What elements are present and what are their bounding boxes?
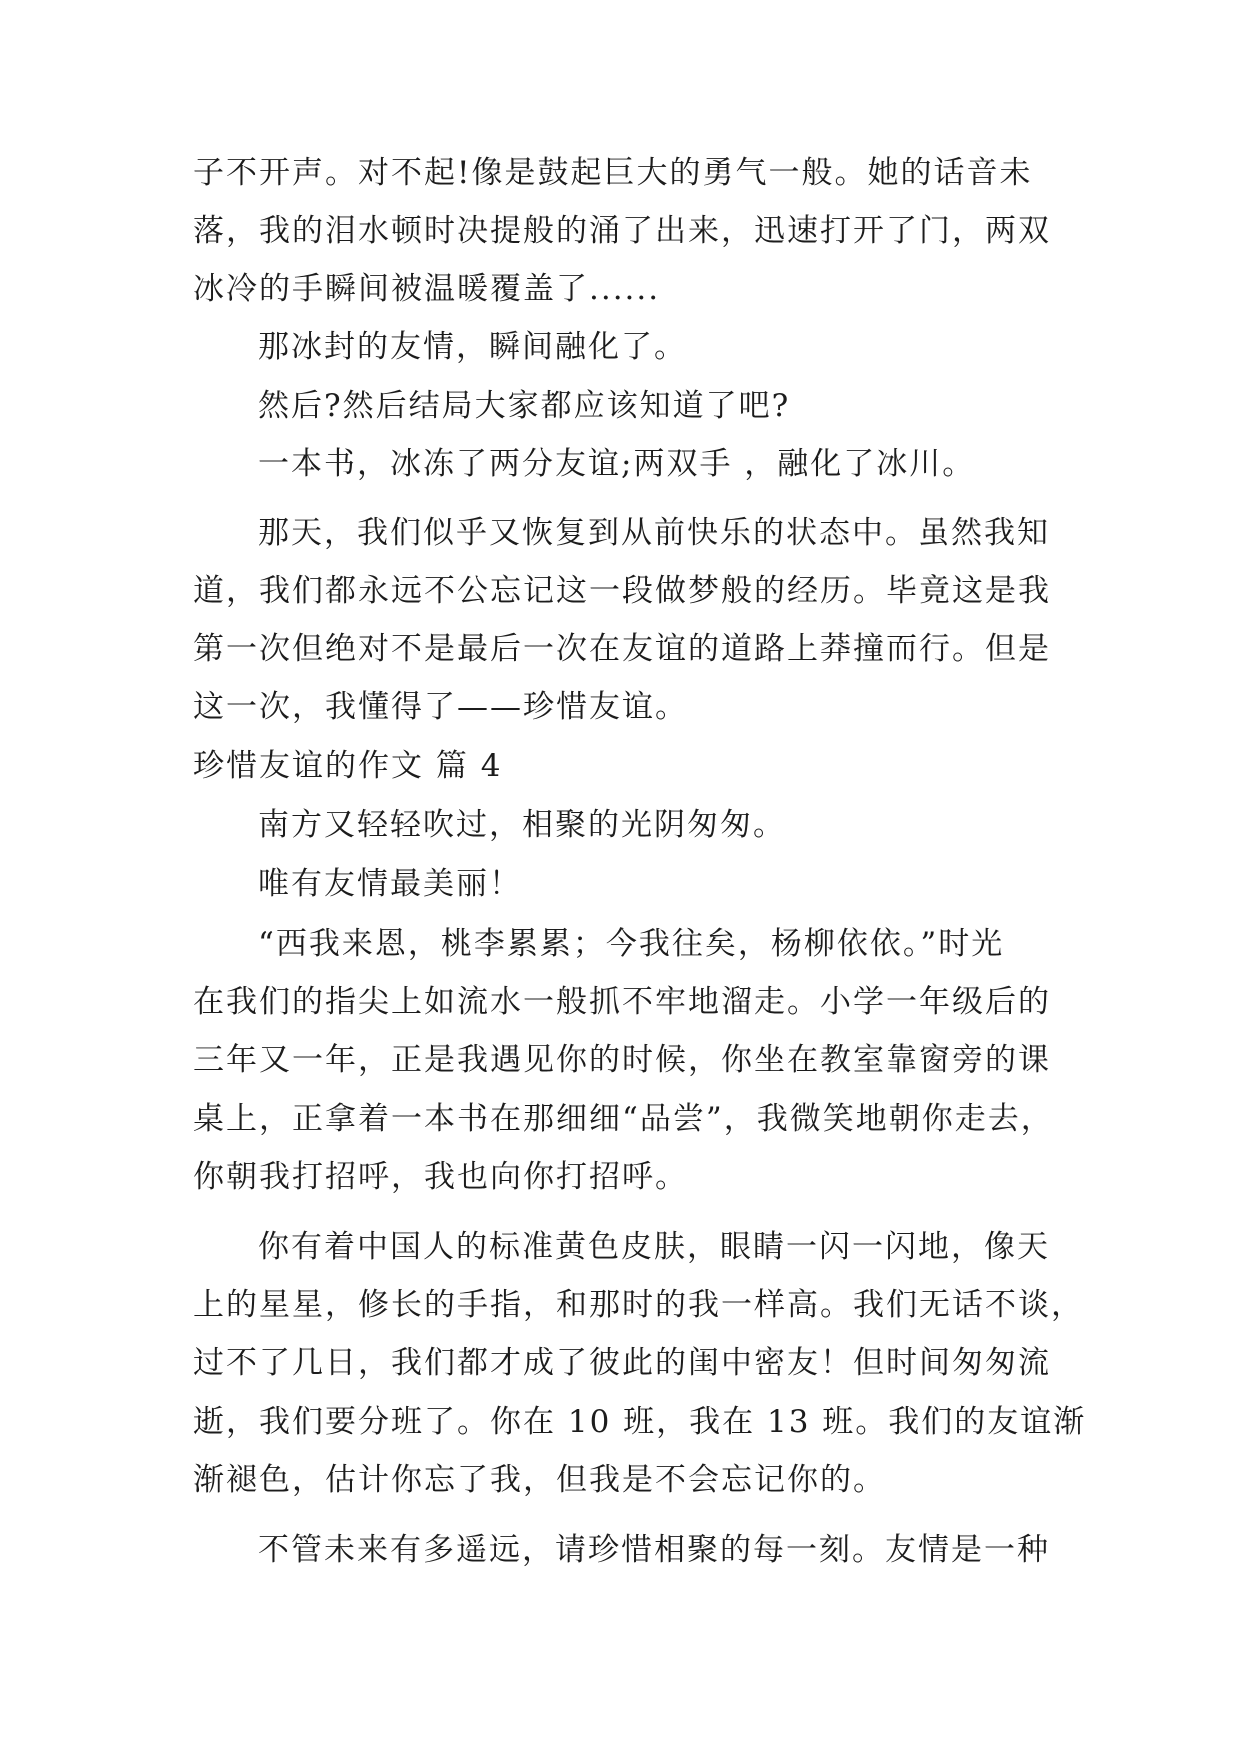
text-line: 落，我的泪水顿时决提般的涌了出来，迅速打开了门，两双 xyxy=(193,213,1051,249)
text-line: 逝，我们要分班了。你在 10 班，我在 13 班。我们的友谊渐 xyxy=(193,1404,1087,1440)
text-line: 这一次，我懂得了——珍惜友谊。 xyxy=(193,689,688,725)
text-line: 桌上，正拿着一本书在那细细“品尝”，我微笑地朝你走去， xyxy=(193,1101,1054,1137)
paragraph-line: 你有着中国人的标准黄色皮肤，眼睛一闪一闪地，像天 xyxy=(258,1229,1050,1265)
paragraph-line: 然后?然后结局大家都应该知道了吧? xyxy=(258,388,791,424)
text-line: 在我们的指尖上如流水一般抓不牢地溜走。小学一年级后的 xyxy=(193,984,1051,1020)
text-line: 第一次但绝对不是最后一次在友谊的道路上莽撞而行。但是 xyxy=(193,631,1051,667)
text-line: 你朝我打招呼，我也向你打招呼。 xyxy=(193,1159,688,1195)
text-line: 渐褪色，估计你忘了我，但我是不会忘记你的。 xyxy=(193,1462,886,1498)
paragraph-line: 一本书，冰冻了两分友谊;两双手 ，融化了冰川。 xyxy=(258,446,976,482)
paragraph-line: 那天，我们似乎又恢复到从前快乐的状态中。虽然我知 xyxy=(258,515,1050,551)
paragraph-line: 南方又轻轻吹过，相聚的光阴匆匆。 xyxy=(258,807,786,843)
text-line: 道，我们都永远不公忘记这一段做梦般的经历。毕竟这是我 xyxy=(193,573,1051,609)
paragraph-line: 不管未来有多遥远，请珍惜相聚的每一刻。友情是一种 xyxy=(258,1532,1050,1568)
paragraph-line: 那冰封的友情，瞬间融化了。 xyxy=(258,329,687,365)
text-line: 冰冷的手瞬间被温暖覆盖了...... xyxy=(193,271,661,307)
text-line: 子不开声。对不起!像是鼓起巨大的勇气一般。她的话音未 xyxy=(193,155,1033,191)
text-line: 过不了几日，我们都才成了彼此的闺中密友！但时间匆匆流 xyxy=(193,1345,1051,1381)
paragraph-line: “西我来恩，桃李累累；今我往矣，杨柳依依。”时光 xyxy=(258,926,1005,962)
paragraph-line: 唯有友情最美丽！ xyxy=(258,866,522,902)
section-heading: 珍惜友谊的作文 篇 4 xyxy=(193,748,503,784)
text-line: 上的星星，修长的手指，和那时的我一样高。我们无话不谈， xyxy=(193,1287,1084,1323)
text-line: 三年又一年，正是我遇见你的时候，你坐在教室靠窗旁的课 xyxy=(193,1042,1051,1078)
